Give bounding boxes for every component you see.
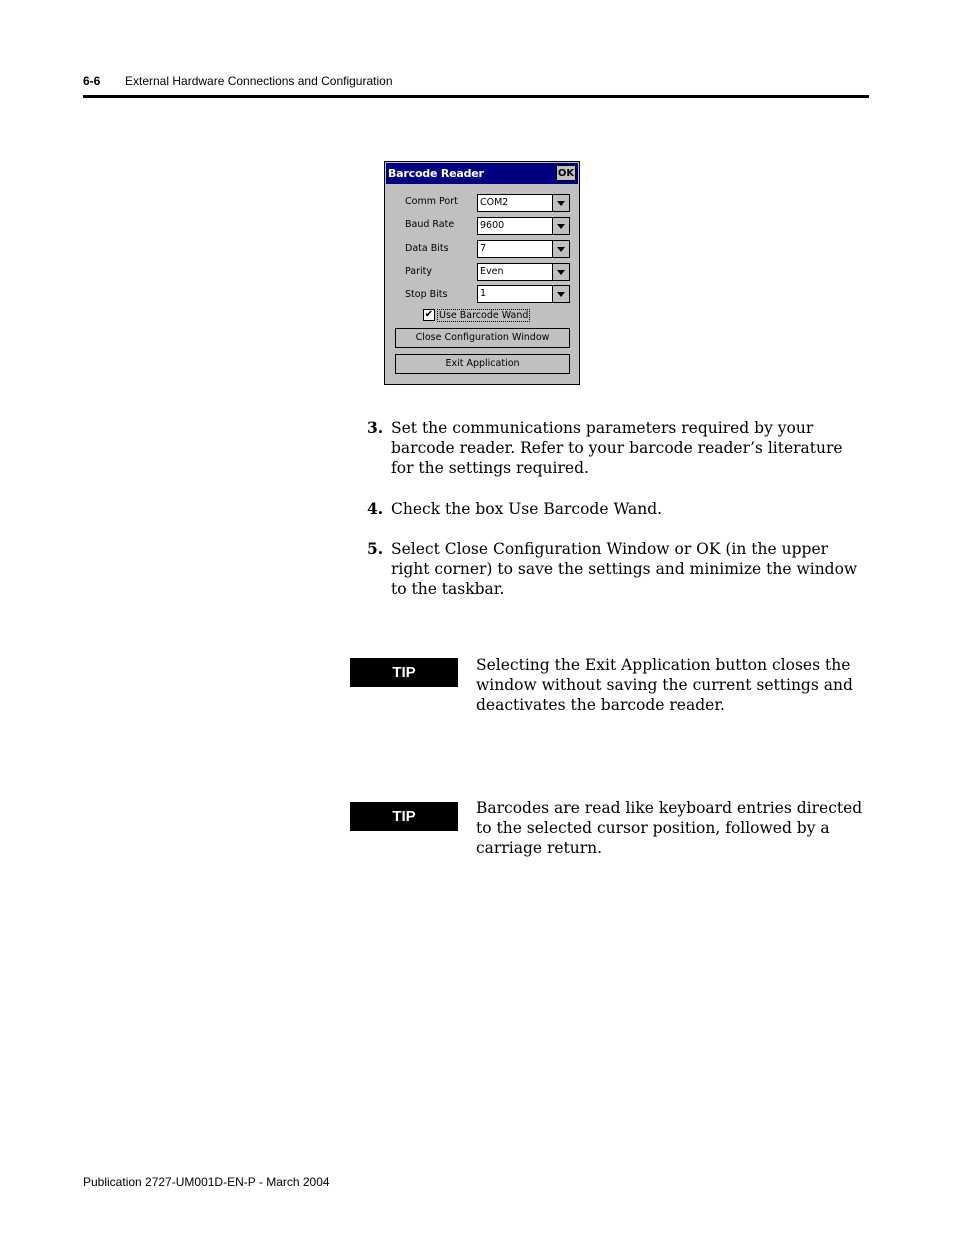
chevron-down-icon[interactable] bbox=[552, 218, 569, 234]
dialog-title: Barcode Reader bbox=[388, 167, 484, 180]
stop-bits-label: Stop Bits bbox=[405, 289, 448, 300]
step-text: Set the communications parameters required by your barcode reader. Refer to your barcode reader’s literature for the settings required. bbox=[391, 419, 843, 477]
header-rule bbox=[83, 95, 869, 98]
step-text: Check the box Use Barcode Wand. bbox=[391, 500, 663, 518]
comm-port-label: Comm Port bbox=[405, 196, 458, 207]
parity-label: Parity bbox=[405, 266, 433, 277]
chevron-down-icon[interactable] bbox=[552, 264, 569, 280]
page-footer: Publication 2727-UM001D-EN-P - March 2004 bbox=[83, 1175, 330, 1189]
chapter-title: External Hardware Connections and Configuration bbox=[125, 74, 393, 88]
barcode-reader-dialog bbox=[384, 161, 580, 385]
parity-select[interactable] bbox=[477, 263, 570, 281]
baud-rate-select[interactable] bbox=[477, 217, 570, 235]
stop-bits-value: 1 bbox=[480, 288, 487, 299]
data-bits-value: 7 bbox=[480, 243, 487, 254]
tip-text: Selecting the Exit Application button closes the window without saving the current settings and deactivates the barcode reader. bbox=[476, 656, 853, 714]
baud-rate-label: Baud Rate bbox=[405, 219, 455, 230]
data-bits-select[interactable] bbox=[477, 240, 570, 258]
close-configuration-window-button[interactable]: Close Configuration Window bbox=[395, 328, 570, 348]
comm-port-value: COM2 bbox=[480, 197, 509, 208]
step-number: 4. bbox=[367, 499, 384, 518]
data-bits-label: Data Bits bbox=[405, 243, 449, 254]
use-barcode-wand-checkbox[interactable]: ✔ bbox=[424, 309, 434, 320]
exit-application-button[interactable]: Exit Application bbox=[395, 354, 570, 374]
step-text: Select Close Configuration Window or OK (in the upper right corner) to save the settings and minimize the window to the taskbar. bbox=[391, 540, 858, 598]
ok-button[interactable]: OK bbox=[556, 165, 576, 181]
chevron-down-icon[interactable] bbox=[552, 286, 569, 302]
step-number: 5. bbox=[367, 539, 384, 558]
chevron-down-icon[interactable] bbox=[552, 241, 569, 257]
tip-badge: TIP bbox=[350, 802, 458, 831]
use-barcode-wand-label[interactable]: Use Barcode Wand bbox=[439, 310, 529, 321]
chevron-down-icon[interactable] bbox=[552, 195, 569, 211]
comm-port-select[interactable] bbox=[477, 194, 570, 212]
parity-value: Even bbox=[480, 266, 504, 277]
step-number: 3. bbox=[367, 418, 384, 437]
dialog-titlebar bbox=[386, 163, 578, 184]
baud-rate-value: 9600 bbox=[480, 220, 505, 231]
page-number: 6-6 bbox=[83, 74, 101, 88]
tip-text: Barcodes are read like keyboard entries directed to the selected cursor position, followed by a carriage return. bbox=[476, 799, 863, 857]
tip-badge: TIP bbox=[350, 658, 458, 687]
stop-bits-select[interactable] bbox=[477, 285, 570, 303]
